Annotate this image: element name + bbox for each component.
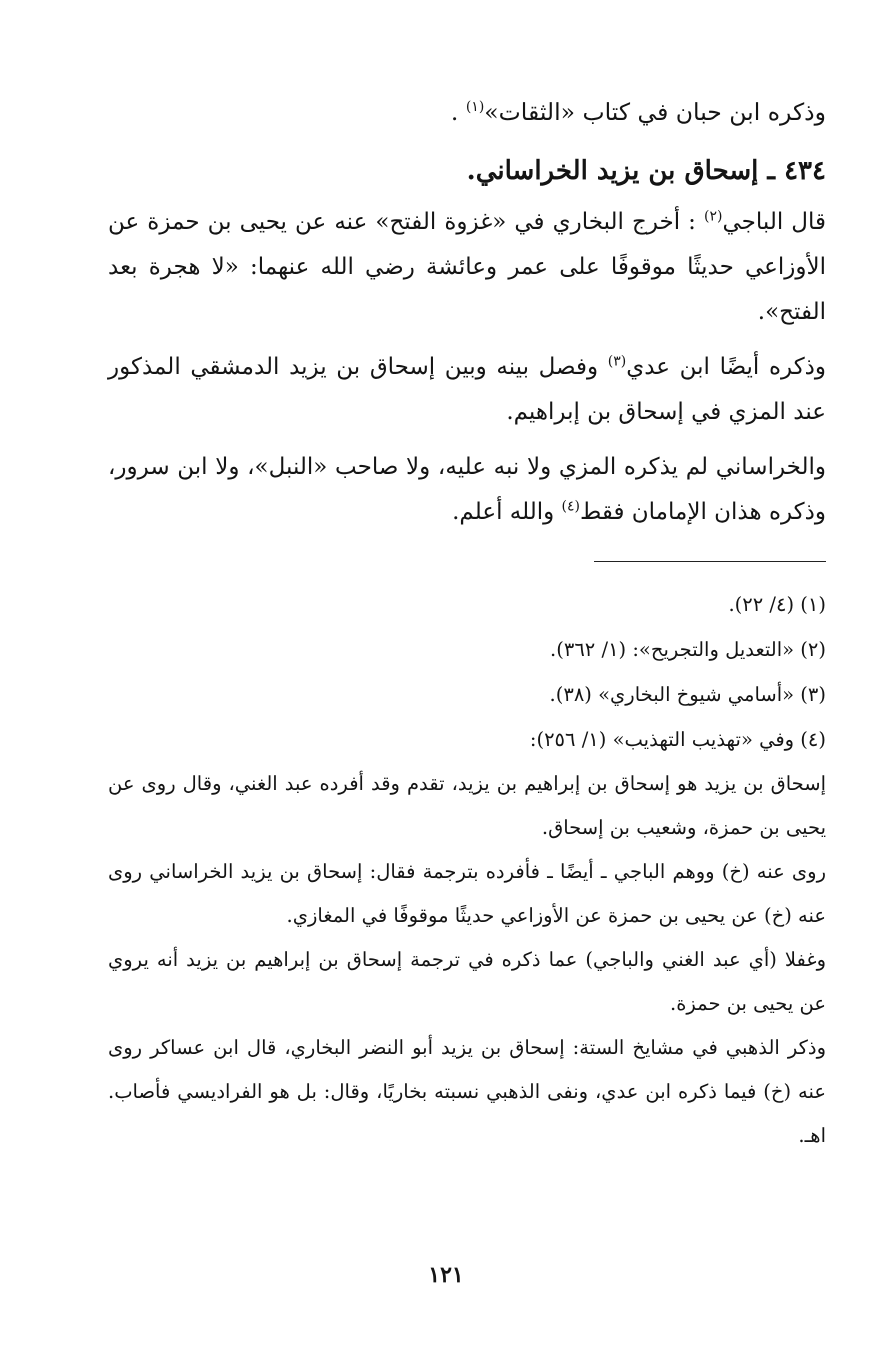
intro-line xyxy=(108,88,826,136)
paragraph-1-lead: قال الباجي xyxy=(722,209,827,235)
paragraph-1-rest: : أخرج البخاري في «غزوة الفتح» عنه عن يحيى بن حمزة عن الأوزاعي حديثًا موقوفًا على عمر وعائشة رضي الله عنهما: «لا هجرة بعد الفتح». xyxy=(108,209,826,325)
footnote-3-number: (٣) xyxy=(800,683,826,706)
quote-paragraph-2: روى عنه (خ) ووهم الباجي ـ أيضًا ـ فأفرده بترجمة فقال: إسحاق بن يزيد الخراساني روى عنه (خ) عن يحيى بن حمزة عن الأوزاعي حديثًا موقوفًا في المغازي. xyxy=(108,860,826,927)
entry-heading xyxy=(108,148,826,194)
entry-name: إسحاق بن يزيد الخراساني. xyxy=(466,156,759,186)
quote-paragraph-3: وغفلا (أي عبد الغني والباجي) عما ذكره في ترجمة إسحاق بن إبراهيم بن يزيد أنه يروي عن يحيى بن حمزة. xyxy=(108,948,826,1015)
footnote-ref-4[interactable]: (٤) xyxy=(561,498,581,515)
page-body xyxy=(108,88,826,1158)
footnote-4-text: وفي «تهذيب التهذيب» (١/ ٢٥٦): xyxy=(529,728,801,751)
footnote-ref-1[interactable]: (١) xyxy=(465,99,485,116)
footnote-1 xyxy=(108,582,826,627)
footnote-ref-2[interactable]: (٢) xyxy=(704,208,723,225)
footnotes xyxy=(108,582,826,1158)
entry-separator: ـ xyxy=(758,156,785,186)
footnote-4 xyxy=(108,717,826,762)
footnote-2-number: (٢) xyxy=(800,638,826,661)
footnote-divider-wrap xyxy=(108,561,826,562)
paragraph-3-lead: والخراساني لم يذكره المزي ولا نبه عليه، ولا صاحب «النبل»، ولا ابن سرور، وذكره هذان الإمامان فقط xyxy=(108,454,826,525)
quote-paragraph-1: إسحاق بن يزيد هو إسحاق بن إبراهيم بن يزيد، تقدم وقد أفرده عبد الغني، وقال روى عن يحيى بن حمزة، وشعيب بن إسحاق. xyxy=(108,772,826,839)
footnote-ref-3[interactable]: (٣) xyxy=(607,353,627,370)
paragraph-3-rest: والله أعلم. xyxy=(452,499,562,525)
footnote-2-text: «التعديل والتجريح»: (١/ ٣٦٢). xyxy=(550,638,801,661)
footnote-1-text: (٤/ ٢٢). xyxy=(728,593,801,616)
entry-number: ٤٣٤ xyxy=(784,156,826,186)
footnote-divider xyxy=(594,561,826,562)
intro-tail: . xyxy=(450,98,466,126)
paragraph-3 xyxy=(108,445,826,535)
footnote-4-quote xyxy=(108,762,826,1158)
footnote-3-text: «أسامي شيوخ البخاري» (٣٨). xyxy=(549,683,801,706)
paragraph-2-lead: وذكره أيضًا ابن عدي xyxy=(626,354,826,380)
footnote-1-number: (١) xyxy=(800,593,826,616)
footnote-3 xyxy=(108,672,826,717)
paragraph-1 xyxy=(108,200,826,335)
footnote-4-number: (٤) xyxy=(800,728,826,751)
paragraph-2 xyxy=(108,345,826,435)
page-number: ١٢١ xyxy=(428,1262,464,1288)
quote-paragraph-4: وذكر الذهبي في مشايخ الستة: إسحاق بن يزيد أبو النضر البخاري، قال ابن عساكر روى عنه (خ) فيما ذكره ابن عدي، ونفى الذهبي نسبته بخاريًا، وقال: بل هو الفراديسي فأصاب. اهـ. xyxy=(108,1036,826,1147)
paragraph-2-rest: وفصل بينه وبين إسحاق بن يزيد الدمشقي المذكور عند المزي في إسحاق بن إبراهيم. xyxy=(108,354,826,425)
footnote-2 xyxy=(108,627,826,672)
intro-text: وذكره ابن حبان في كتاب «الثقات» xyxy=(484,98,826,126)
